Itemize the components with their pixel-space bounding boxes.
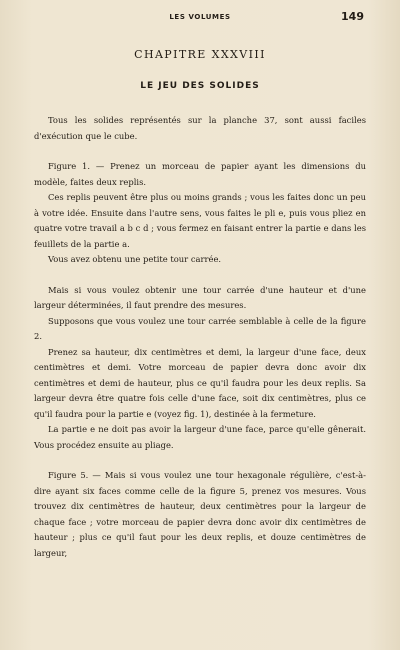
paragraph-gap bbox=[34, 144, 366, 159]
paragraph-intro: Tous les solides représentés sur la planche 37, sont aussi faciles d'exécution que le cube. bbox=[34, 115, 366, 141]
paragraph-hauteur: Prenez sa hauteur, dix centimètres et demi, la largeur d'une face, deux centimètres et demi. Votre morceau de papier devra donc avoir dix centimètres et demi de hauteur, plus ce qu'il faudra pour les deux replis. Sa largeur devra être quatre fois celle d'une face, soit dix centimètres, plus ce qu'il faudra pour la partie e (voyez fig. 1), destinée à la fermeture. bbox=[34, 346, 366, 419]
paragraph-supposons: Supposons que vous voulez une tour carrée semblable à celle de la figure 2. bbox=[34, 315, 366, 341]
section-title: LE JEU DES SOLIDES bbox=[140, 81, 260, 91]
paragraph-figure-5: Figure 5. — Mais si vous voulez une tour hexagonale régulière, c'est-à-dire ayant six faces comme celle de la figure 5, prenez vos mesures. Vous trouvez dix centimètres de hauteur, deux centimètres pour la largeur de chaque face ; votre morceau de papier devra donc avoir dix centimètres de hauteur ; plus ce qu'il faut pour les deux replis, et douze centimètres de largeur, bbox=[34, 470, 366, 558]
running-head bbox=[34, 10, 366, 26]
paragraph-gap bbox=[34, 268, 366, 283]
page-number: 149 bbox=[341, 10, 364, 23]
paragraph-partie-e: La partie e ne doit pas avoir la largeur d'une face, parce qu'elle gênerait. Vous procédez ensuite au pliage. bbox=[34, 424, 366, 450]
paragraph-replis: Ces replis peuvent être plus ou moins grands ; vous les faites donc un peu à votre idée. Ensuite dans l'autre sens, vous faites le pli e, puis vous pliez en quatre votre travail a b c d ; vous fermez en faisant entrer la partie e dans les feuillets de la partie a. bbox=[34, 192, 366, 249]
paragraph-gap bbox=[34, 453, 366, 468]
body-text bbox=[34, 113, 366, 561]
chapter-title: CHAPITRE XXXVIII bbox=[134, 48, 266, 61]
paragraph-mesures: Mais si vous voulez obtenir une tour carrée d'une hauteur et d'une largeur déterminées, il faut prendre des mesures. bbox=[34, 284, 366, 310]
paragraph-figure-1: Figure 1. — Prenez un morceau de papier ayant les dimensions du modèle, faites deux replis. bbox=[34, 161, 366, 187]
running-title: LES VOLUMES bbox=[169, 13, 231, 21]
paragraph-tour-carree: Vous avez obtenu une petite tour carrée. bbox=[48, 254, 222, 264]
